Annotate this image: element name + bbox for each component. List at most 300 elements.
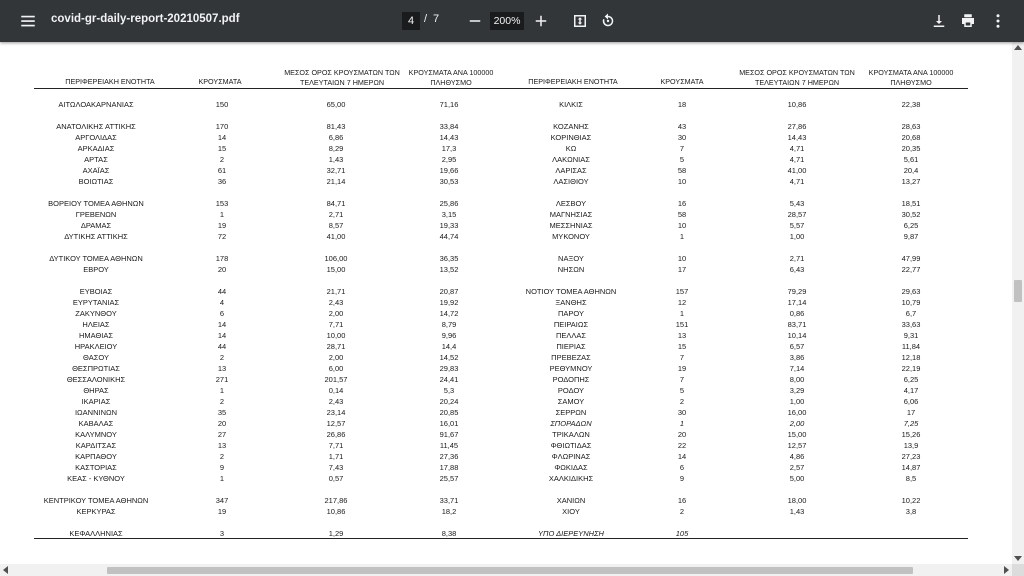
table-cell: ΦΩΚΙΔΑΣ bbox=[554, 463, 588, 472]
table-cell: ΝΟΤΙΟΥ ΤΟΜΕΑ ΑΘΗΝΩΝ bbox=[525, 287, 617, 296]
table-cell: 6,25 bbox=[903, 375, 919, 384]
table-cell: 14 bbox=[677, 452, 687, 461]
table-cell: 27,86 bbox=[787, 122, 807, 131]
table-cell: 24,41 bbox=[439, 375, 459, 384]
table-cell: 1 bbox=[219, 474, 225, 483]
plus-icon[interactable] bbox=[529, 9, 553, 33]
menu-button[interactable] bbox=[16, 0, 40, 42]
table-cell: 13,27 bbox=[901, 177, 921, 186]
table-cell: 2 bbox=[219, 397, 225, 406]
table-cell: 41,00 bbox=[787, 166, 807, 175]
rotate-icon[interactable] bbox=[596, 9, 620, 33]
table-cell: 28,63 bbox=[901, 122, 921, 131]
table-cell: 18 bbox=[677, 100, 687, 109]
table-cell: 12,57 bbox=[326, 419, 346, 428]
table-cell: 0,14 bbox=[328, 386, 344, 395]
table-cell: 44 bbox=[217, 342, 227, 351]
table-cell: 6,00 bbox=[328, 364, 344, 373]
table-cell: 12 bbox=[677, 298, 687, 307]
table-cell: 14,43 bbox=[787, 133, 807, 142]
table-cell: ΚΑΡΔΙΤΣΑΣ bbox=[75, 441, 117, 450]
table-cell: 47,99 bbox=[901, 254, 921, 263]
table-cell: 33,84 bbox=[439, 122, 459, 131]
table-cell: ΑΡΓΟΛΙΔΑΣ bbox=[75, 133, 117, 142]
table-cell: 14 bbox=[217, 320, 227, 329]
table-cell: ΚΕΝΤΡΙΚΟΥ ΤΟΜΕΑ ΑΘΗΝΩΝ bbox=[43, 496, 149, 505]
table-cell: 18,2 bbox=[441, 507, 457, 516]
table-cell: 0,57 bbox=[328, 474, 344, 483]
table-cell: 7,71 bbox=[328, 441, 344, 450]
table-cell: ΜΕΣΣΗΝΙΑΣ bbox=[549, 221, 593, 230]
table-cell: ΑΧΑΪΑΣ bbox=[82, 166, 110, 175]
table-cell: ΕΥΡΥΤΑΝΙΑΣ bbox=[72, 298, 120, 307]
table-cell: 13 bbox=[217, 441, 227, 450]
table-cell: 14,87 bbox=[901, 463, 921, 472]
table-cell: 20,68 bbox=[901, 133, 921, 142]
table-cell: ΚΑΒΑΛΑΣ bbox=[78, 419, 114, 428]
table-cell: 2,57 bbox=[789, 463, 805, 472]
hamburger-menu-icon[interactable] bbox=[16, 9, 40, 33]
table-cell: 10,22 bbox=[901, 496, 921, 505]
table-cell: 10 bbox=[677, 254, 687, 263]
table-cell: 1 bbox=[679, 309, 685, 318]
table-cell: ΠΡΕΒΕΖΑΣ bbox=[551, 353, 591, 362]
table-cell: 0,86 bbox=[789, 309, 805, 318]
table-cell: 72 bbox=[217, 232, 227, 241]
pdf-page-viewport[interactable] bbox=[0, 42, 1012, 564]
table-cell: ΒΟΡΕΙΟΥ ΤΟΜΕΑ ΑΘΗΝΩΝ bbox=[48, 199, 144, 208]
table-cell: 8,5 bbox=[905, 474, 917, 483]
table-cell: 15,00 bbox=[326, 265, 346, 274]
table-cell: 14 bbox=[217, 133, 227, 142]
table-cell: ΠΙΕΡΙΑΣ bbox=[556, 342, 586, 351]
print-icon[interactable] bbox=[956, 9, 980, 33]
table-cell: 2,43 bbox=[328, 397, 344, 406]
table-cell: ΠΕΛΛΑΣ bbox=[555, 331, 587, 340]
table-cell: 30 bbox=[677, 133, 687, 142]
table-cell: 7 bbox=[679, 144, 685, 153]
table-cell: 17 bbox=[906, 408, 916, 417]
scroll-up-arrow-icon[interactable] bbox=[1014, 45, 1022, 50]
table-cell: 347 bbox=[215, 496, 229, 505]
table-cell: 153 bbox=[215, 199, 229, 208]
table-cell: 151 bbox=[675, 320, 689, 329]
table-cell: 84,71 bbox=[326, 199, 346, 208]
table-cell: 65,00 bbox=[326, 100, 346, 109]
table-cell: 6,86 bbox=[328, 133, 344, 142]
table-cell: 20,24 bbox=[439, 397, 459, 406]
table-cell: 7,14 bbox=[789, 364, 805, 373]
table-cell: 18,51 bbox=[901, 199, 921, 208]
table-cell: 22,38 bbox=[901, 100, 921, 109]
header-per100k-right: ΚΡΟΥΣΜΑΤΑ ΑΝΑ 100000 ΠΛΗΘΥΣΜΟ bbox=[868, 68, 954, 87]
table-cell: ΧΑΝΙΩΝ bbox=[556, 496, 586, 505]
table-cell: 5,00 bbox=[789, 474, 805, 483]
table-cell: 5,57 bbox=[789, 221, 805, 230]
table-cell: 27,23 bbox=[901, 452, 921, 461]
table-cell: 5,3 bbox=[443, 386, 455, 395]
table-cell: 8,57 bbox=[328, 221, 344, 230]
vertical-scrollbar[interactable] bbox=[1012, 42, 1024, 564]
table-cell: ΜΑΓΝΗΣΙΑΣ bbox=[549, 210, 593, 219]
table-cell: ΖΑΚΥΝΘΟΥ bbox=[75, 309, 117, 318]
table-cell: ΚΕΦΑΛΛΗΝΙΑΣ bbox=[69, 529, 123, 538]
table-cell: ΔΥΤΙΚΟΥ ΤΟΜΕΑ ΑΘΗΝΩΝ bbox=[49, 254, 143, 263]
table-cell: 36,35 bbox=[439, 254, 459, 263]
table-cell: 5,61 bbox=[903, 155, 919, 164]
header-per100k-left: ΚΡΟΥΣΜΑΤΑ ΑΝΑ 100000 ΠΛΗΘΥΣΜΟ bbox=[408, 68, 494, 87]
table-cell: 13 bbox=[677, 331, 687, 340]
table-cell: ΣΕΡΡΩΝ bbox=[555, 408, 587, 417]
more-actions-button[interactable] bbox=[986, 0, 1010, 42]
table-cell: 29,63 bbox=[901, 287, 921, 296]
table-cell: 6,25 bbox=[903, 221, 919, 230]
table-cell: ΡΟΔΟΠΗΣ bbox=[552, 375, 590, 384]
table-cell: 2,71 bbox=[328, 210, 344, 219]
table-cell: 1,43 bbox=[789, 507, 805, 516]
table-cell: 2 bbox=[219, 452, 225, 461]
table-cell: ΜΥΚΟΝΟΥ bbox=[552, 232, 590, 241]
table-cell: 19,92 bbox=[439, 298, 459, 307]
table-cell: 106,00 bbox=[324, 254, 348, 263]
header-avg7-left: ΜΕΣΟΣ ΟΡΟΣ ΚΡΟΥΣΜΑΤΩΝ ΤΩΝ ΤΕΛΕΥΤΑΙΩΝ 7 ΗΜΕΡΩΝ bbox=[284, 68, 400, 87]
table-cell: ΤΡΙΚΑΛΩΝ bbox=[552, 430, 590, 439]
table-cell: ΘΑΣΟΥ bbox=[83, 353, 109, 362]
download-icon[interactable] bbox=[927, 9, 951, 33]
table-cell: 2,43 bbox=[328, 298, 344, 307]
print-button[interactable] bbox=[956, 0, 980, 42]
table-cell: ΙΚΑΡΙΑΣ bbox=[81, 397, 111, 406]
scroll-right-arrow-icon[interactable] bbox=[1004, 566, 1009, 574]
table-cell: ΛΑΣΙΘΙΟΥ bbox=[553, 177, 589, 186]
table-cell: ΠΑΡΟΥ bbox=[557, 309, 584, 318]
table-cell: 10,86 bbox=[326, 507, 346, 516]
table-cell: 170 bbox=[215, 122, 229, 131]
table-cell: 5,43 bbox=[789, 199, 805, 208]
table-cell: ΑΙΤΩΛΟΑΚΑΡΝΑΝΙΑΣ bbox=[58, 100, 134, 109]
table-cell: 22 bbox=[677, 441, 687, 450]
table-cell: ΑΝΑΤΟΛΙΚΗΣ ΑΤΤΙΚΗΣ bbox=[56, 122, 136, 131]
table-cell: ΕΒΡΟΥ bbox=[83, 265, 109, 274]
table-cell: 12,18 bbox=[901, 353, 921, 362]
table-cell: 157 bbox=[675, 287, 689, 296]
table-cell: 28,71 bbox=[326, 342, 346, 351]
table-cell: 83,71 bbox=[787, 320, 807, 329]
table-cell: 5 bbox=[679, 386, 685, 395]
table-cell: ΣΑΜΟΥ bbox=[557, 397, 585, 406]
table-cell: 2,00 bbox=[789, 419, 805, 428]
table-cell: 9,31 bbox=[903, 331, 919, 340]
zoom-level-input[interactable]: 200% bbox=[490, 12, 524, 30]
vertical-scrollbar-thumb[interactable] bbox=[1014, 280, 1022, 302]
table-cell: ΚΑΛΥΜΝΟΥ bbox=[75, 430, 117, 439]
table-cell: 13,52 bbox=[439, 265, 459, 274]
table-cell: 150 bbox=[215, 100, 229, 109]
table-cell: 27,36 bbox=[439, 452, 459, 461]
table-cell: 8,38 bbox=[441, 529, 457, 538]
table-cell: ΥΠΟ ΔΙΕΡΕΥΝΗΣΗ bbox=[538, 529, 604, 538]
table-cell: 28,57 bbox=[787, 210, 807, 219]
table-cell: 4,71 bbox=[789, 155, 805, 164]
table-cell: 10 bbox=[677, 177, 687, 186]
table-cell: ΛΕΣΒΟΥ bbox=[555, 199, 587, 208]
document-title: covid-gr-daily-report-20210507.pdf bbox=[51, 13, 240, 25]
table-cell: 35 bbox=[217, 408, 227, 417]
table-cell: 58 bbox=[677, 166, 687, 175]
table-cell: 1,71 bbox=[328, 452, 344, 461]
table-cell: ΝΑΞΟΥ bbox=[558, 254, 584, 263]
table-cell: 10 bbox=[677, 221, 687, 230]
table-cell: 25,86 bbox=[439, 199, 459, 208]
table-cell: ΓΡΕΒΕΝΩΝ bbox=[75, 210, 117, 219]
table-cell: 81,43 bbox=[326, 122, 346, 131]
table-cell: 6 bbox=[219, 309, 225, 318]
table-cell: 3 bbox=[219, 529, 225, 538]
table-cell: 9 bbox=[679, 474, 685, 483]
table-cell: ΚΕΑΣ - ΚΥΘΝΟΥ bbox=[67, 474, 125, 483]
table-cell: 36 bbox=[217, 177, 227, 186]
table-cell: 6,06 bbox=[903, 397, 919, 406]
horizontal-scrollbar-thumb[interactable] bbox=[107, 567, 913, 574]
horizontal-scrollbar[interactable] bbox=[0, 564, 1012, 576]
table-cell: 20 bbox=[677, 430, 687, 439]
table-header-rule bbox=[34, 88, 968, 89]
table-cell: 3,86 bbox=[789, 353, 805, 362]
table-cell: 61 bbox=[217, 166, 227, 175]
table-cell: 3,8 bbox=[905, 507, 917, 516]
table-cell: 2,00 bbox=[328, 309, 344, 318]
fit-to-page-button[interactable] bbox=[568, 0, 592, 42]
table-cell: 9,96 bbox=[441, 331, 457, 340]
table-cell: 16 bbox=[677, 496, 687, 505]
table-cell: 19 bbox=[217, 507, 227, 516]
table-cell: 15,26 bbox=[901, 430, 921, 439]
fit-page-icon[interactable] bbox=[568, 9, 592, 33]
table-cell: 29,83 bbox=[439, 364, 459, 373]
pdf-toolbar bbox=[0, 0, 1024, 42]
table-cell: 9 bbox=[219, 463, 225, 472]
table-cell: ΑΡΚΑΔΙΑΣ bbox=[77, 144, 115, 153]
page-separator: / bbox=[424, 13, 428, 25]
table-cell: 79,29 bbox=[787, 287, 807, 296]
table-cell: 4,71 bbox=[789, 177, 805, 186]
table-cell: 6,57 bbox=[789, 342, 805, 351]
header-avg7-right: ΜΕΣΟΣ ΟΡΟΣ ΚΡΟΥΣΜΑΤΩΝ ΤΩΝ ΤΕΛΕΥΤΑΙΩΝ 7 ΗΜΕΡΩΝ bbox=[739, 68, 855, 87]
table-cell: 20,4 bbox=[903, 166, 919, 175]
table-cell: 30,52 bbox=[901, 210, 921, 219]
table-cell: 12,57 bbox=[787, 441, 807, 450]
table-cell: 7 bbox=[679, 375, 685, 384]
table-cell: 15 bbox=[217, 144, 227, 153]
table-cell: ΣΠΟΡΑΔΩΝ bbox=[550, 419, 592, 428]
zoom-in-button[interactable] bbox=[529, 0, 553, 42]
header-cases-right: ΚΡΟΥΣΜΑΤΑ bbox=[660, 77, 704, 86]
table-cell: 11,84 bbox=[901, 342, 921, 351]
table-cell: 271 bbox=[215, 375, 229, 384]
table-cell: 5 bbox=[679, 155, 685, 164]
table-cell: ΔΡΑΜΑΣ bbox=[80, 221, 112, 230]
table-cell: 17,88 bbox=[439, 463, 459, 472]
table-cell: 1,43 bbox=[328, 155, 344, 164]
table-cell: 19 bbox=[217, 221, 227, 230]
table-cell: 3,29 bbox=[789, 386, 805, 395]
table-cell: ΘΕΣΣΑΛΟΝΙΚΗΣ bbox=[66, 375, 126, 384]
table-cell: 21,14 bbox=[326, 177, 346, 186]
table-cell: 8,79 bbox=[441, 320, 457, 329]
table-cell: 71,16 bbox=[439, 100, 459, 109]
table-cell: 20,85 bbox=[439, 408, 459, 417]
table-cell: 19,66 bbox=[439, 166, 459, 175]
table-cell: 16 bbox=[677, 199, 687, 208]
table-cell: 25,57 bbox=[439, 474, 459, 483]
header-cases-left: ΚΡΟΥΣΜΑΤΑ bbox=[198, 77, 242, 86]
table-cell: 6 bbox=[679, 463, 685, 472]
table-cell: 14 bbox=[217, 331, 227, 340]
table-cell: 20,35 bbox=[901, 144, 921, 153]
table-cell: 58 bbox=[677, 210, 687, 219]
table-cell: 3,15 bbox=[441, 210, 457, 219]
table-cell: 7 bbox=[679, 353, 685, 362]
table-cell: 22,19 bbox=[901, 364, 921, 373]
table-cell: ΡΟΔΟΥ bbox=[557, 386, 585, 395]
header-region-right: ΠΕΡΙΦΕΡΕΙΑΚΗ ΕΝΟΤΗΤΑ bbox=[528, 77, 618, 86]
table-cell: 20,87 bbox=[439, 287, 459, 296]
table-cell: 217,86 bbox=[324, 496, 348, 505]
table-cell: 23,14 bbox=[326, 408, 346, 417]
table-cell: ΦΛΩΡΙΝΑΣ bbox=[551, 452, 591, 461]
table-cell: ΛΑΡΙΣΑΣ bbox=[555, 166, 587, 175]
table-cell: 2,71 bbox=[789, 254, 805, 263]
table-cell: 201,57 bbox=[324, 375, 348, 384]
table-cell: ΕΥΒΟΙΑΣ bbox=[79, 287, 113, 296]
table-cell: 4,17 bbox=[903, 386, 919, 395]
table-cell: 2 bbox=[679, 397, 685, 406]
zoom-out-button[interactable] bbox=[463, 0, 487, 42]
table-cell: 19 bbox=[677, 364, 687, 373]
table-cell: 32,71 bbox=[326, 166, 346, 175]
table-cell: ΘΕΣΠΡΩΤΙΑΣ bbox=[72, 364, 120, 373]
page-number-input[interactable]: 4 bbox=[402, 12, 420, 30]
table-cell: 43 bbox=[677, 122, 687, 131]
table-cell: ΡΕΘΥΜΝΟΥ bbox=[549, 364, 593, 373]
table-cell: ΧΙΟΥ bbox=[562, 507, 580, 516]
table-cell: 44 bbox=[217, 287, 227, 296]
table-cell: ΚΟΡΙΝΘΙΑΣ bbox=[550, 133, 592, 142]
header-region-left: ΠΕΡΙΦΕΡΕΙΑΚΗ ΕΝΟΤΗΤΑ bbox=[65, 77, 155, 86]
table-cell: 13,9 bbox=[903, 441, 919, 450]
table-cell: ΛΑΚΩΝΙΑΣ bbox=[552, 155, 590, 164]
table-cell: 6,7 bbox=[905, 309, 917, 318]
table-cell: 15 bbox=[677, 342, 687, 351]
download-button[interactable] bbox=[927, 0, 951, 42]
scrollbar-corner bbox=[1012, 564, 1024, 576]
table-cell: 14,72 bbox=[439, 309, 459, 318]
table-cell: 21,71 bbox=[326, 287, 346, 296]
table-cell: 10,00 bbox=[326, 331, 346, 340]
table-cell: ΘΗΡΑΣ bbox=[83, 386, 109, 395]
table-cell: 7,43 bbox=[328, 463, 344, 472]
table-cell: 16,01 bbox=[439, 419, 459, 428]
table-cell: ΔΥΤΙΚΗΣ ΑΤΤΙΚΗΣ bbox=[64, 232, 128, 241]
table-cell: ΒΟΙΩΤΙΑΣ bbox=[78, 177, 114, 186]
table-cell: 30,53 bbox=[439, 177, 459, 186]
table-cell: 7,71 bbox=[328, 320, 344, 329]
table-cell: 10,79 bbox=[901, 298, 921, 307]
table-cell: 20 bbox=[217, 265, 227, 274]
table-cell: ΝΗΣΩΝ bbox=[557, 265, 585, 274]
table-cell: 2,95 bbox=[441, 155, 457, 164]
table-cell: 13 bbox=[217, 364, 227, 373]
minus-icon[interactable] bbox=[463, 9, 487, 33]
scroll-down-arrow-icon[interactable] bbox=[1014, 556, 1022, 561]
table-cell: ΗΡΑΚΛΕΙΟΥ bbox=[74, 342, 118, 351]
table-cell: ΚΟΖΑΝΗΣ bbox=[553, 122, 589, 131]
table-cell: ΚΕΡΚΥΡΑΣ bbox=[76, 507, 116, 516]
table-cell: 11,45 bbox=[439, 441, 459, 450]
table-cell: 1,29 bbox=[328, 529, 344, 538]
table-cell: 30 bbox=[677, 408, 687, 417]
table-cell: 14,52 bbox=[439, 353, 459, 362]
table-cell: 1 bbox=[679, 419, 685, 428]
table-cell: 2 bbox=[679, 507, 685, 516]
table-cell: 105 bbox=[675, 529, 689, 538]
table-cell: ΑΡΤΑΣ bbox=[84, 155, 108, 164]
table-cell: 2 bbox=[219, 353, 225, 362]
table-bottom-rule bbox=[34, 538, 968, 539]
table-cell: 8,29 bbox=[328, 144, 344, 153]
table-cell: 26,86 bbox=[326, 430, 346, 439]
table-cell: ΗΛΕΙΑΣ bbox=[82, 320, 110, 329]
table-cell: 9,87 bbox=[903, 232, 919, 241]
table-cell: 91,67 bbox=[439, 430, 459, 439]
table-cell: ΦΘΙΩΤΙΔΑΣ bbox=[550, 441, 592, 450]
table-cell: ΞΑΝΘΗΣ bbox=[555, 298, 587, 307]
table-cell: 1 bbox=[679, 232, 685, 241]
table-cell: ΧΑΛΚΙΔΙΚΗΣ bbox=[548, 474, 594, 483]
scroll-left-arrow-icon[interactable] bbox=[3, 566, 8, 574]
table-cell: 6,43 bbox=[789, 265, 805, 274]
table-cell: 17,14 bbox=[787, 298, 807, 307]
table-cell: 27 bbox=[217, 430, 227, 439]
table-cell: 7,25 bbox=[903, 419, 919, 428]
table-cell: ΗΜΑΘΙΑΣ bbox=[78, 331, 114, 340]
table-cell: 14,43 bbox=[439, 133, 459, 142]
table-cell: 44,74 bbox=[439, 232, 459, 241]
more-vertical-icon[interactable] bbox=[986, 9, 1010, 33]
table-cell: ΚΙΛΚΙΣ bbox=[559, 100, 583, 109]
table-cell: 41,00 bbox=[326, 232, 346, 241]
table-cell: 16,00 bbox=[787, 408, 807, 417]
table-cell: 8,00 bbox=[789, 375, 805, 384]
table-cell: 4,71 bbox=[789, 144, 805, 153]
table-cell: 1,00 bbox=[789, 232, 805, 241]
table-cell: 10,86 bbox=[787, 100, 807, 109]
table-cell: 178 bbox=[215, 254, 229, 263]
table-cell: 4,86 bbox=[789, 452, 805, 461]
table-cell: 33,71 bbox=[439, 496, 459, 505]
table-cell: ΠΕΙΡΑΙΩΣ bbox=[553, 320, 589, 329]
table-cell: 17,3 bbox=[441, 144, 457, 153]
table-cell: 2 bbox=[219, 155, 225, 164]
table-cell: 10,14 bbox=[787, 331, 807, 340]
table-cell: 22,77 bbox=[901, 265, 921, 274]
table-cell: 14,4 bbox=[441, 342, 457, 351]
rotate-button[interactable] bbox=[596, 0, 620, 42]
table-cell: ΚΑΡΠΑΘΟΥ bbox=[75, 452, 117, 461]
table-cell: 19,33 bbox=[439, 221, 459, 230]
table-cell: ΚΩ bbox=[565, 144, 577, 153]
table-cell: 20 bbox=[217, 419, 227, 428]
